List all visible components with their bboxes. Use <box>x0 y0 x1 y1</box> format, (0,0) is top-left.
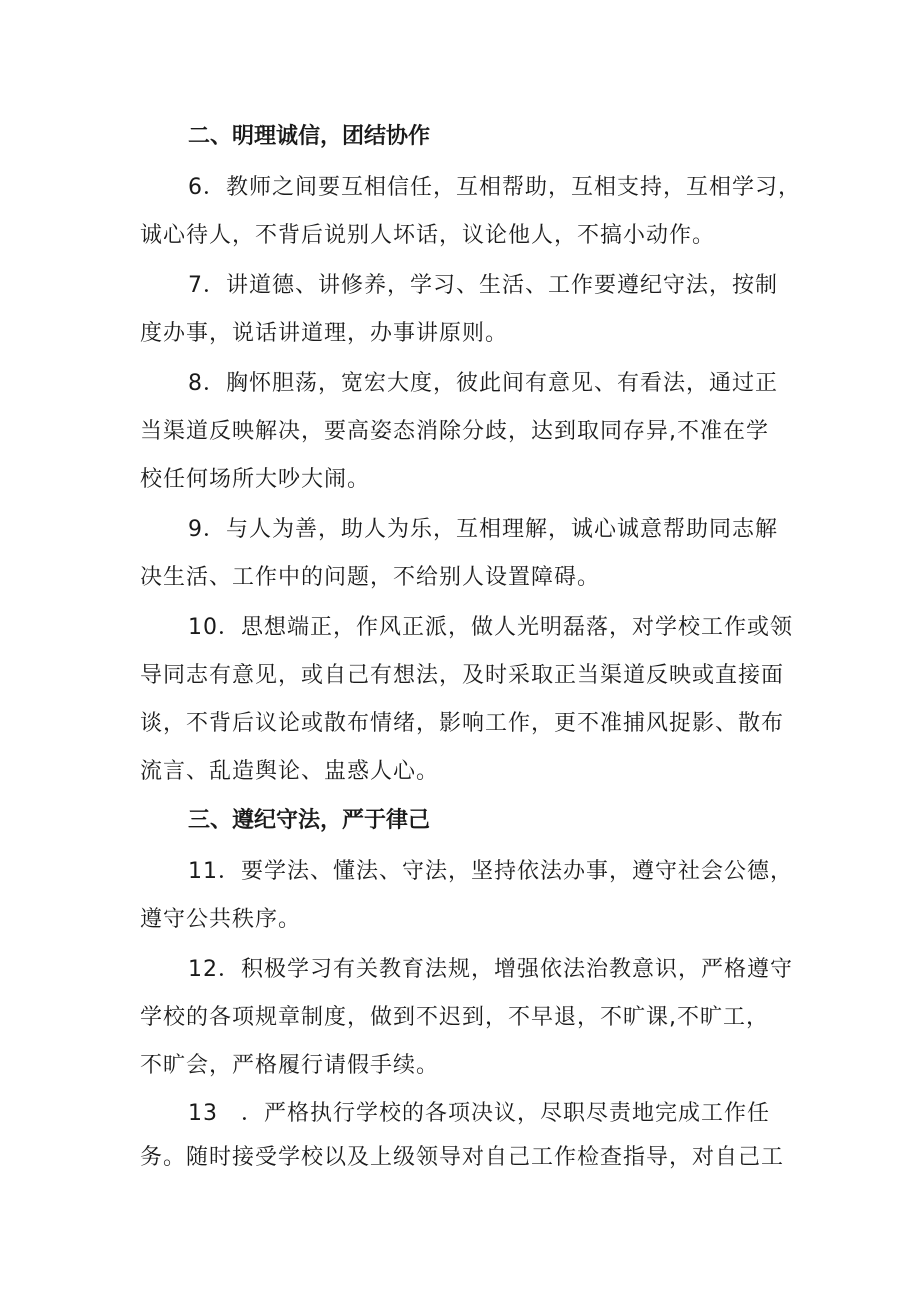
clause-text: 度办事，说话讲道理，办事讲原则。 <box>140 321 509 346</box>
clause-10 <box>140 604 805 796</box>
clause-text: 导同志有意见，或自己有想法，及时采取正当渠道反映或直接面 <box>140 663 785 688</box>
clause-text: 当渠道反映解决，要高姿态消除分歧，达到取同存异,不准在学 <box>140 419 769 444</box>
clause-13 <box>140 1092 805 1180</box>
clause-line <box>140 360 805 408</box>
clause-line <box>140 1092 805 1136</box>
clause-11 <box>140 848 805 944</box>
clause-line <box>140 604 805 652</box>
clause-text: 学校的各项规章制度，做到不迟到，不早退，不旷课,不旷工， <box>140 1005 769 1030</box>
section-heading-2: 二、明理诚信，团结协作 <box>188 124 431 149</box>
clause-number: 13 <box>188 1101 218 1126</box>
clause-text: ．思想端正，作风正派，做人光明磊落，对学校工作或领 <box>218 615 794 640</box>
clause-8 <box>140 360 805 504</box>
clause-text: 务。随时接受学校以及上级领导对自己工作检查指导，对自己工 <box>140 1145 785 1170</box>
clause-number: 12 <box>188 957 218 982</box>
clause-text: 遵守公共秩序。 <box>140 907 302 932</box>
clause-number: 6 <box>188 175 203 200</box>
clause-6 <box>140 164 805 260</box>
clause-number: 7 <box>188 273 203 298</box>
clause-number: 10 <box>188 615 218 640</box>
clause-text: ．胸怀胆荡，宽宏大度，彼此间有意见、有看法，通过正 <box>203 371 779 396</box>
clause-line <box>140 262 805 310</box>
clause-number: 8 <box>188 371 203 396</box>
clause-text: 诚心待人，不背后说别人坏话，议论他人，不搞小动作。 <box>140 223 716 248</box>
clause-9 <box>140 506 805 602</box>
clause-line <box>140 164 805 212</box>
clause-12 <box>140 946 805 1090</box>
clause-text: 谈，不背后议论或散布情绪，影响工作，更不准捕风捉影、散布 <box>140 711 785 736</box>
clause-line <box>140 506 805 554</box>
clause-7 <box>140 262 805 358</box>
clause-text: ．积极学习有关教育法规，增强依法治教意识，严格遵守 <box>218 957 794 982</box>
clause-number: 9 <box>188 517 203 542</box>
section-heading-3: 三、遵纪守法，严于律己 <box>188 808 431 833</box>
clause-text: 流言、乱造舆论、盅惑人心。 <box>140 759 440 784</box>
clause-line <box>140 946 805 994</box>
clause-text: ．教师之间要互相信任，互相帮助，互相支持，互相学习， <box>203 175 802 200</box>
clause-text: ．要学法、懂法、守法，坚持依法办事，遵守社会公德， <box>218 859 794 884</box>
clause-text: 不旷会，严格履行请假手续。 <box>140 1053 440 1078</box>
clause-text: ．严格执行学校的各项决议，尽职尽责地完成工作任 <box>218 1101 771 1126</box>
clause-text: ．与人为善，助人为乐，互相理解，诚心诚意帮助同志解 <box>203 517 779 542</box>
clause-number: 11 <box>188 859 218 884</box>
clause-text: 决生活、工作中的问题，不给别人设置障碍。 <box>140 565 601 590</box>
clause-line <box>140 848 805 896</box>
clause-text: 校任何场所大吵大闹。 <box>140 467 371 492</box>
clause-text: ．讲道德、讲修养，学习、生活、工作要遵纪守法，按制 <box>203 273 779 298</box>
